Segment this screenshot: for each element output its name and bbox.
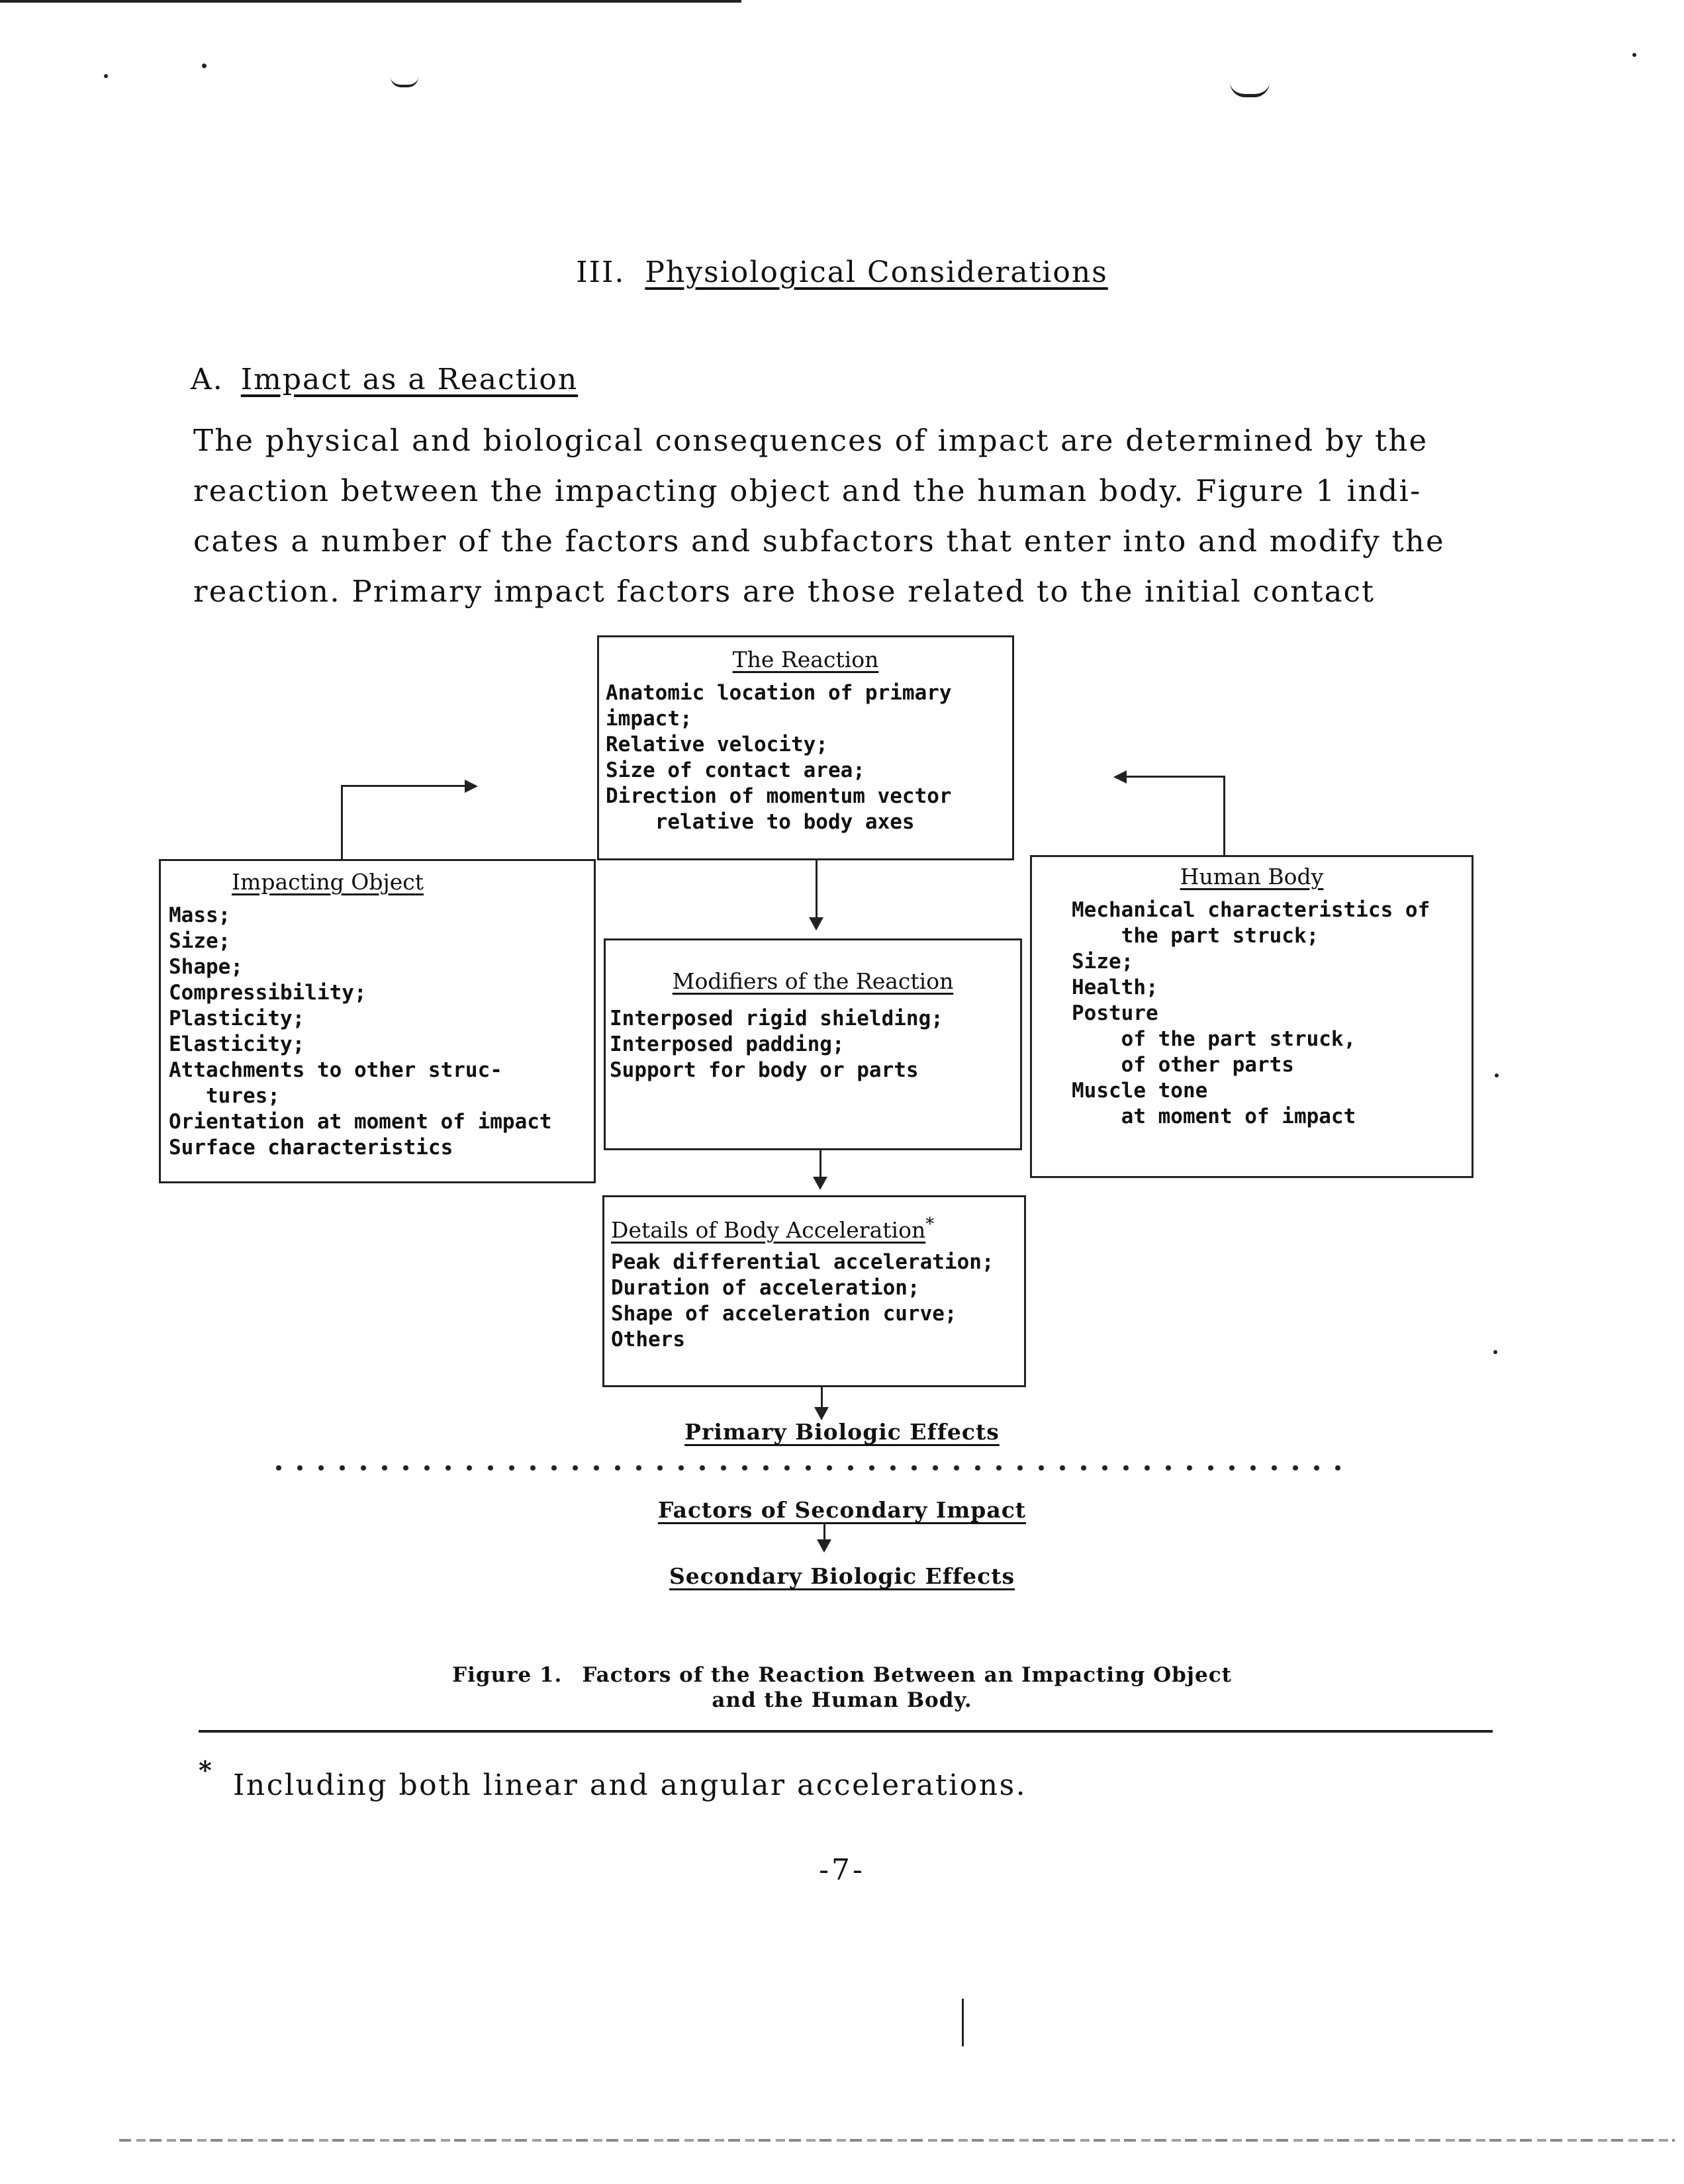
human-body-item: at moment of impact [1072,1105,1356,1128]
arrow-down-icon [817,1539,831,1553]
connector-line [816,860,818,921]
reaction-item: impact; [606,707,692,731]
impacting-object-item: Mass; [169,903,231,927]
human-body-item: Posture [1072,1001,1158,1025]
impacting-object-item: tures; [169,1084,280,1108]
details-asterisk: * [925,1214,935,1234]
details-item: Shape of acceleration curve; [611,1302,957,1326]
figure-caption [0,1662,1684,1713]
scan-mark [391,77,418,87]
footnote-rule [199,1730,1493,1733]
scan-speck [202,64,207,68]
dotted-separator [268,1465,1347,1471]
subsection-title: Impact as a Reaction [240,363,579,396]
scan-speck [1632,53,1636,57]
details-item: Peak differential acceleration; [611,1250,994,1274]
page-number: -7- [819,1853,865,1887]
human-body-item: of other parts [1072,1053,1294,1077]
caption-line [0,1662,1684,1688]
body-paragraph [193,416,1491,617]
modifiers-item: Interposed padding; [610,1032,845,1056]
impacting-object-item: Attachments to other struc- [169,1058,502,1082]
details-title: Details of Body Acceleration [611,1217,926,1243]
arrow-down-icon [809,917,823,931]
reaction-item: Size of contact area; [606,758,865,782]
section-heading [0,255,1684,289]
reaction-item: Direction of momentum vector [606,784,952,808]
scan-speck [104,74,108,78]
arrow-right-icon [465,780,478,793]
scan-bottom-noise [119,2139,1675,2142]
secondary-factors-label: Factors of Secondary Impact [657,1497,1027,1523]
arrow-down-icon [813,1177,827,1190]
footnote-text: Including both linear and angular accelerations. [233,1768,1027,1802]
connector-line [1125,776,1225,778]
paragraph-line: The physical and biological consequences of impact are determined by the [193,423,1428,458]
reaction-box [597,635,1014,860]
details-item: Duration of acceleration; [611,1276,920,1300]
reaction-item: Anatomic location of primary [606,681,952,705]
human-body-item: Size; [1072,950,1134,974]
modifiers-item: Support for body or parts [610,1058,919,1082]
scan-top-rule [0,0,741,3]
paragraph-line: reaction. Primary impact factors are those related to the initial contact [193,574,1376,609]
modifiers-item: Interposed rigid shielding; [610,1007,943,1030]
details-heading [611,1212,1017,1243]
caption-label: Figure 1. [452,1663,563,1687]
section-title: Physiological Considerations [645,255,1108,289]
connector-line [341,785,467,787]
scan-speck [1493,1350,1497,1354]
impacting-object-title: Impacting Object [232,869,424,895]
reaction-title: The Reaction [732,647,879,672]
reaction-item: Relative velocity; [606,733,828,756]
subsection-letter: A. [191,363,224,396]
arrow-down-icon [814,1407,829,1420]
paragraph-line: reaction between the impacting object and the human body. Figure 1 indi- [193,473,1422,508]
secondary-effects-label: Secondary Biologic Effects [669,1563,1015,1589]
human-body-item: Health; [1072,976,1158,999]
subsection-heading [191,363,578,396]
paragraph-line: cates a number of the factors and subfactors that enter into and modify the [193,523,1445,559]
human-body-item: the part struck; [1072,924,1319,948]
impacting-object-item: Size; [169,929,231,953]
connector-line [1223,776,1225,856]
impacting-object-item: Surface characteristics [169,1136,453,1160]
human-body-box [1030,855,1474,1178]
impacting-object-item: Compressibility; [169,981,367,1005]
impacting-object-item: Plasticity; [169,1007,305,1030]
reaction-item: relative to body axes [606,810,915,834]
modifiers-title: Modifiers of the Reaction [672,968,954,994]
impacting-object-item: Elasticity; [169,1032,305,1056]
scan-speck [1495,1073,1499,1077]
human-body-item: Muscle tone [1072,1079,1208,1103]
impacting-object-box [159,859,596,1183]
footnote-marker: * [199,1755,212,1785]
human-body-title: Human Body [1180,864,1324,889]
scan-mark [1230,82,1270,97]
section-number: III. [576,255,626,289]
primary-effects-label: Primary Biologic Effects [684,1419,1000,1445]
scan-mark [962,1999,964,2046]
caption-text: Factors of the Reaction Between an Impacting Object [582,1663,1232,1687]
human-body-item: Mechanical characteristics of [1072,898,1430,922]
impacting-object-item: Orientation at moment of impact [169,1110,552,1134]
connector-line [341,786,343,860]
modifiers-box [604,938,1022,1150]
human-body-item: of the part struck, [1072,1027,1356,1051]
details-box [602,1195,1026,1387]
arrow-left-icon [1113,770,1127,784]
connector-line [821,1387,823,1410]
impacting-object-item: Shape; [169,955,243,979]
connector-line [823,1524,825,1541]
caption-line: and the Human Body. [712,1688,972,1712]
details-item: Others [611,1328,685,1351]
connector-line [819,1150,821,1179]
